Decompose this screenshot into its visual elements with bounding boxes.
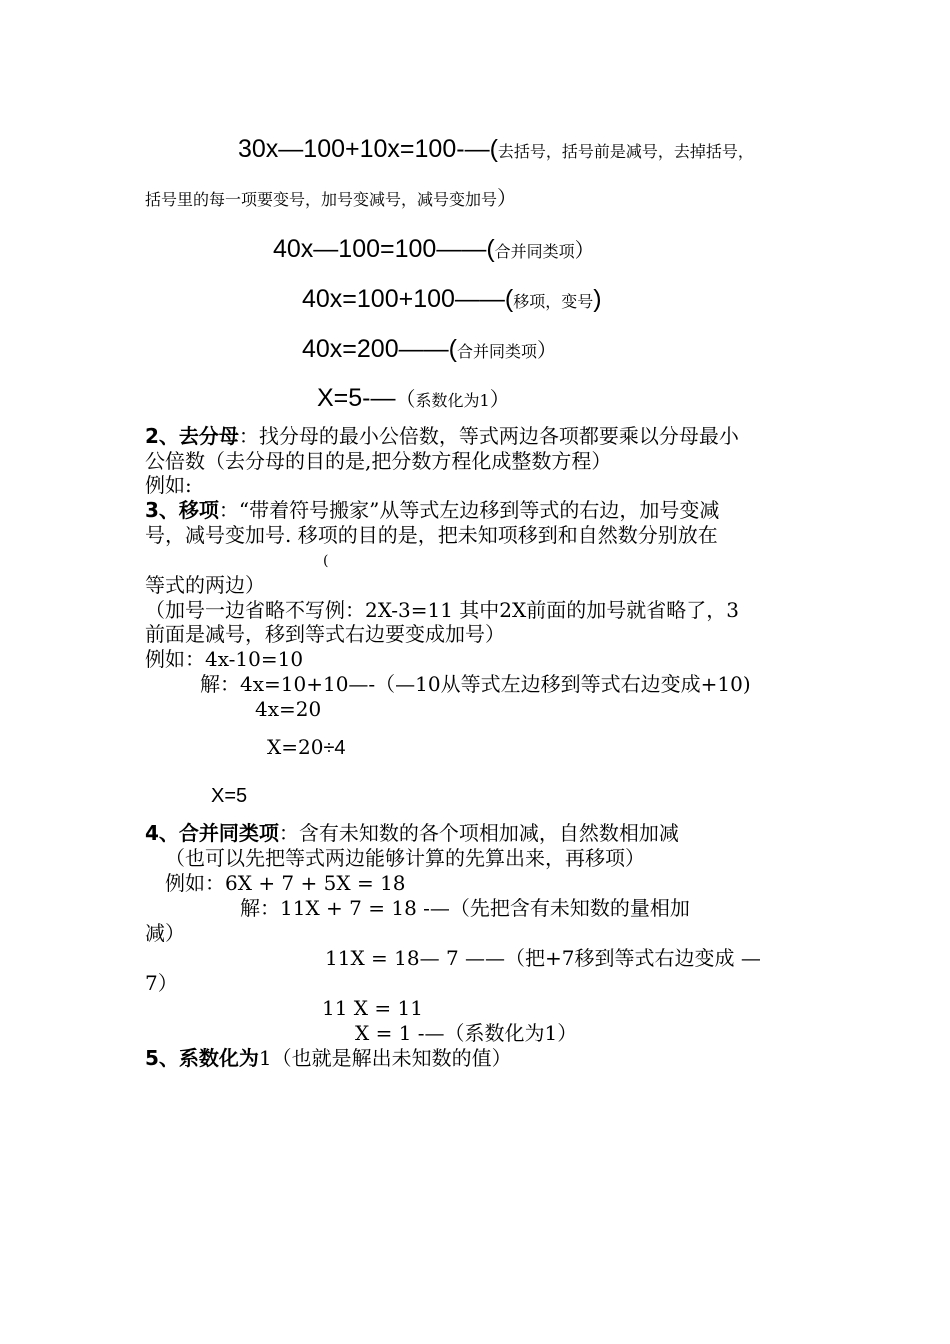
step4-solution-4 (355, 1021, 577, 1045)
step2-line-1 (145, 424, 739, 448)
step3-line-1 (145, 498, 719, 522)
step3-line-2 (145, 523, 718, 547)
equation: 30x—100+10x=100-—( (238, 135, 498, 163)
step5-line (145, 1046, 512, 1070)
annotation: 合并同类项 (494, 242, 575, 261)
example-label: 例如: (145, 473, 192, 497)
paragraph-text: 等式的两边） (145, 573, 265, 597)
section-heading: 5、系数化为 (145, 1046, 259, 1070)
step2-line-2 (145, 449, 611, 473)
step4-solution-1 (240, 896, 690, 920)
section-heading: 2、去分母 (145, 424, 239, 448)
example-text: 例如：6X + 7 + 5X = 18 (165, 871, 406, 895)
eq-line-3 (273, 234, 595, 264)
eq-line-1 (238, 134, 754, 164)
step4-line-2 (165, 846, 645, 870)
step4-solution-3 (322, 996, 423, 1020)
section-heading: 4、合并同类项 (145, 821, 279, 845)
eq-line-6 (317, 383, 510, 413)
solution-text: 4x=20 (255, 697, 322, 721)
step3-solution-4 (211, 784, 247, 808)
example-text: 例如：4x-10=10 (145, 647, 304, 671)
solution-text: 解：4x=10+10—-（—10从等式左边移到等式右边变成+10) (200, 672, 751, 696)
solution-text: X = 1 -—（系数化为1） (355, 1021, 578, 1045)
paragraph-text: 1（也就是解出未知数的值） (258, 1046, 512, 1070)
equation: 40x=100+100——( (302, 285, 514, 313)
equation: 40x—100=100——( (273, 235, 495, 263)
annotation: 合并同类项 (456, 342, 537, 361)
paragraph-text: 公倍数（去分母的目的是,把分数方程化成整数方程） (145, 449, 612, 473)
annotation: 系数化为1 (415, 391, 490, 410)
paren: ) (593, 285, 602, 313)
solution-text: 11 X = 11 (322, 996, 423, 1020)
paragraph-text: （也可以先把等式两边能够计算的先算出来，再移项） (165, 846, 645, 870)
step4-line-1 (145, 821, 679, 845)
paragraph-text: 前面是减号，移到等式右边要变成加号） (145, 622, 505, 646)
paragraph-text: （加号一边省略不写例：2X-3=11 其中2X前面的加号就省略了，3 (145, 598, 739, 622)
paren: ） (497, 186, 518, 210)
step3-stray-paren (323, 549, 328, 573)
paragraph-text: ：找分母的最小公倍数，等式两边各项都要乘以分母最小 (238, 424, 739, 448)
step4-example (165, 871, 406, 895)
solution-text: X=20 (267, 735, 324, 759)
step3-note-2 (145, 622, 505, 646)
paragraph-text: 号，减号变加号. 移项的目的是，把未知项移到和自然数分别放在 (145, 523, 718, 547)
paren: ） (489, 387, 510, 411)
equation: 40x=200——( (302, 335, 457, 363)
step3-line-3 (145, 573, 265, 597)
annotation: 移项，变号 (513, 292, 594, 311)
solution-text: ÷4 (323, 737, 346, 759)
solution-text: 减） (145, 921, 185, 945)
solution-text: 解：11X + 7 = 18 -—（先把含有未知数的量相加 (240, 896, 690, 920)
paragraph-text: ：“带着符号搬家”从等式左边移到等式的右边，加号变减 (218, 498, 720, 522)
step3-solution-2 (255, 697, 321, 721)
annotation: 括号里的每一项要变号，加号变减号，减号变加号 (145, 190, 498, 209)
solution-text: X=5 (211, 785, 248, 807)
step3-solution-1 (200, 672, 751, 696)
step2-example (145, 473, 192, 497)
equation: X=5-— (317, 384, 396, 412)
step3-solution-3 (267, 735, 346, 760)
step4-solution-2 (325, 946, 761, 970)
eq-line-4 (302, 284, 602, 314)
annotation: 去括号，括号前是减号，去掉括号， (497, 142, 754, 161)
paragraph-text: ：含有未知数的各个项相加减，自然数相加减 (278, 821, 679, 845)
paren: ） (574, 238, 595, 262)
paren: ） (536, 338, 557, 362)
paren: （ (395, 387, 416, 411)
solution-text: 11X = 18— 7 ——（把+7移到等式右边变成 — (325, 946, 761, 970)
stray-paren: ( (323, 553, 329, 569)
step3-example (145, 647, 303, 671)
step4-solution-2b (145, 971, 178, 995)
section-heading: 3、移项 (145, 498, 219, 522)
step3-note-1 (145, 598, 739, 622)
solution-text: 7） (145, 971, 178, 995)
eq-line-2 (145, 186, 517, 212)
eq-line-5 (302, 334, 557, 364)
step4-solution-1b (145, 921, 185, 945)
